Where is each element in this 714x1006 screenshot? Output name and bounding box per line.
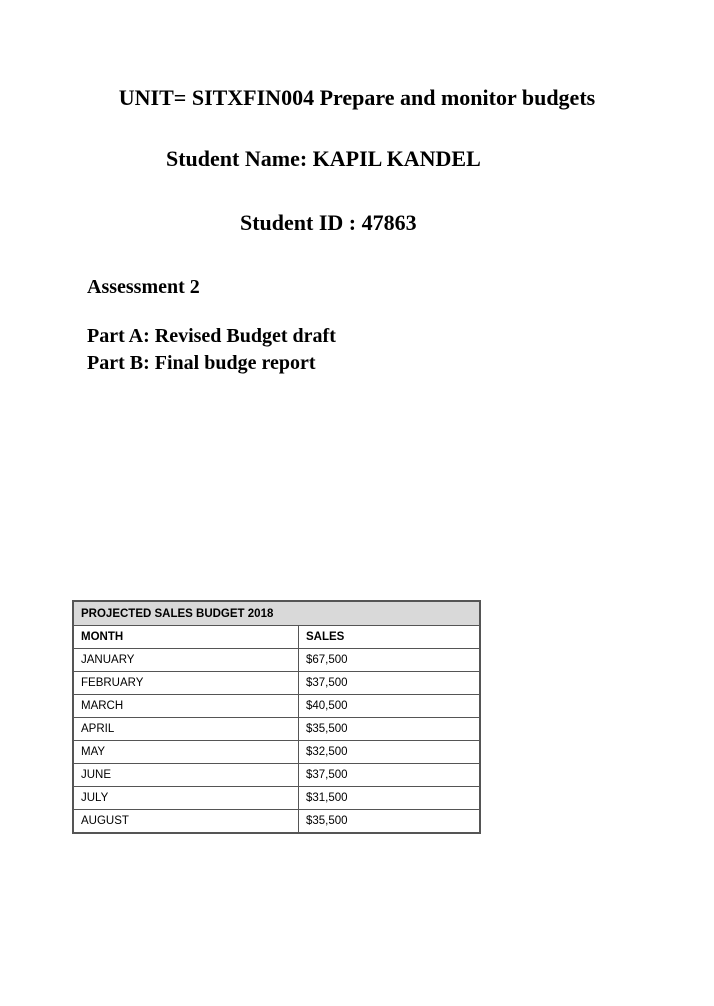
table-row: [73, 741, 480, 764]
month-cell: AUGUST: [73, 810, 299, 834]
table-row: [73, 787, 480, 810]
month-cell: MARCH: [73, 695, 299, 718]
month-cell: JANUARY: [73, 649, 299, 672]
unit-title: UNIT= SITXFIN004 Prepare and monitor budgets: [118, 85, 596, 110]
table-title-row: [73, 601, 480, 626]
table-row: [73, 810, 480, 834]
sales-cell: $37,500: [299, 764, 481, 787]
sales-budget-table: [72, 600, 481, 834]
month-cell: FEBRUARY: [73, 672, 299, 695]
table-row: [73, 695, 480, 718]
part-a-label: Part A: Revised Budget draft: [87, 325, 336, 347]
student-id: Student ID : 47863: [240, 210, 417, 235]
month-cell: APRIL: [73, 718, 299, 741]
table-row: [73, 649, 480, 672]
part-b-label: Part B: Final budge report: [87, 352, 316, 374]
column-header-sales: SALES: [299, 626, 481, 649]
table-row: [73, 718, 480, 741]
sales-cell: $32,500: [299, 741, 481, 764]
sales-cell: $40,500: [299, 695, 481, 718]
student-name: Student Name: KAPIL KANDEL: [166, 146, 481, 171]
sales-cell: $37,500: [299, 672, 481, 695]
table-row: [73, 764, 480, 787]
table-header-row: [73, 626, 480, 649]
month-cell: JULY: [73, 787, 299, 810]
sales-cell: $35,500: [299, 718, 481, 741]
sales-cell: $31,500: [299, 787, 481, 810]
sales-cell: $35,500: [299, 810, 481, 834]
assessment-label: Assessment 2: [87, 276, 200, 298]
month-cell: MAY: [73, 741, 299, 764]
table-row: [73, 672, 480, 695]
table-title: PROJECTED SALES BUDGET 2018: [73, 601, 480, 626]
month-cell: JUNE: [73, 764, 299, 787]
column-header-month: MONTH: [73, 626, 299, 649]
sales-cell: $67,500: [299, 649, 481, 672]
